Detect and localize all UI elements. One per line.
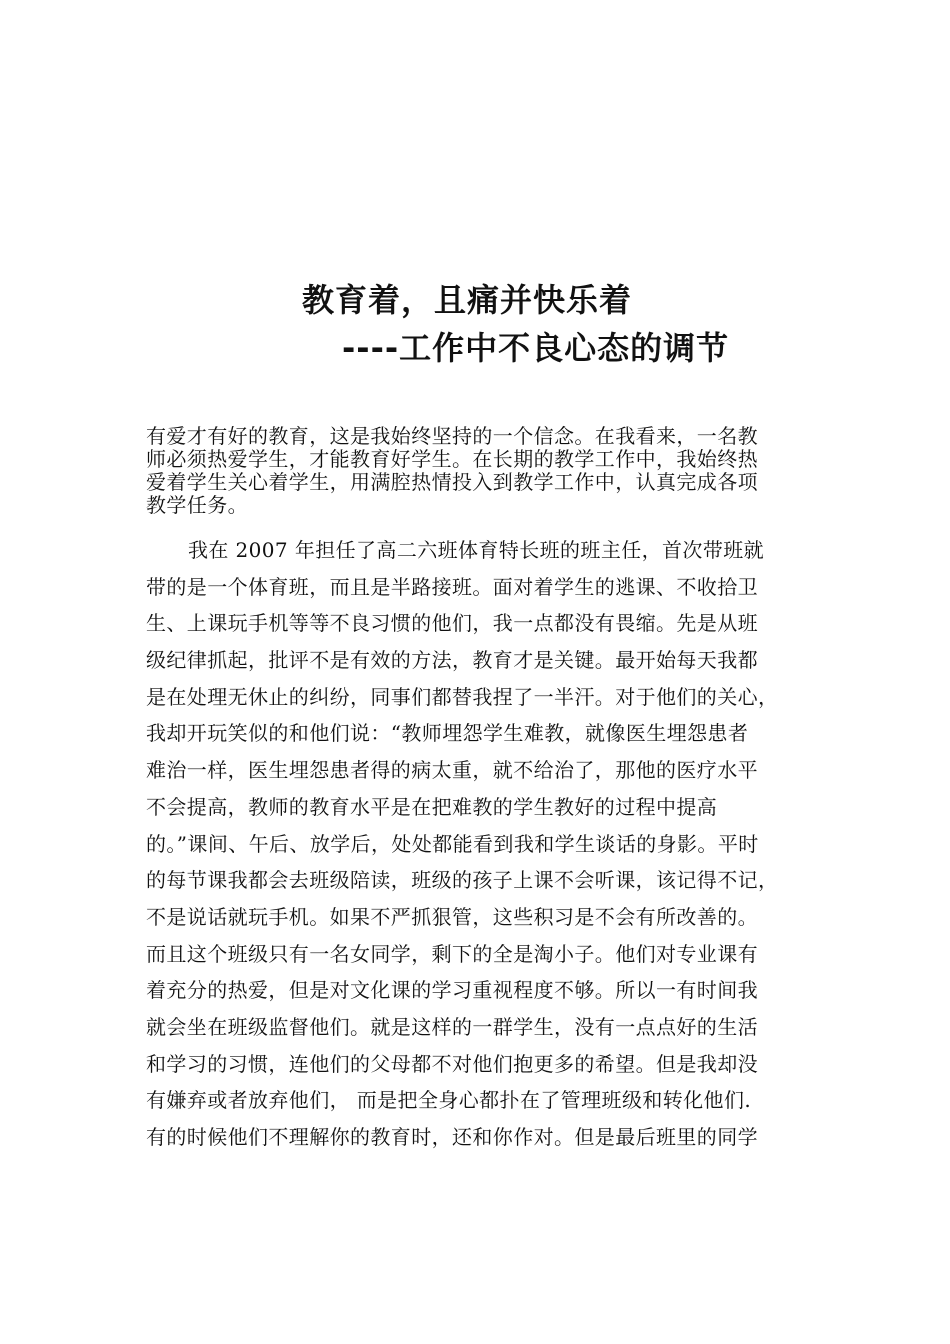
intro-paragraph: [146, 425, 818, 517]
intro-line: 爱着学生关心着学生，用满腔热情投入到教学工作中，认真完成各项: [146, 470, 758, 494]
body-line: 不会提高，教师的教育水平是在把难教的学生教好的过程中提高: [146, 794, 718, 819]
body-line: 就会坐在班级监督他们。就是这样的一群学生，没有一点点好的生活: [146, 1014, 758, 1039]
body-line: 的每节课我都会去班级陪读，班级的孩子上课不会听课，该记得不记，: [146, 868, 779, 893]
page-subtitle: ----工作中不良心态的调节: [342, 329, 730, 367]
body-line: 而且这个班级只有一名女同学，剩下的全是淘小子。他们对专业课有: [146, 941, 758, 966]
intro-line: 师必须热爱学生，才能教育好学生。在长期的教学工作中，我始终热: [146, 447, 758, 471]
page-title: 教育着，且痛并快乐着: [302, 281, 633, 319]
body-line: 不是说话就玩手机。如果不严抓狠管，这些积习是不会有所改善的。: [146, 904, 758, 929]
body-line: 有嫌弃或者放弃他们， 而是把全身心都扑在了管理班级和转化他们.: [146, 1088, 752, 1113]
body-line: 难治一样，医生埋怨患者得的病太重，就不给治了，那他的医疗水平: [146, 758, 758, 783]
body-line: 我却开玩笑似的和他们说：“教师埋怨学生难教，就像医生埋怨患者: [146, 721, 749, 746]
intro-line: 教学任务。: [146, 493, 248, 517]
body-line: 和学习的习惯，连他们的父母都不对他们抱更多的希望。但是我却没: [146, 1051, 758, 1076]
intro-line: 有爱才有好的教育，这是我始终坚持的一个信念。在我看来，一名教: [146, 424, 758, 448]
body-line: 级纪律抓起，批评不是有效的方法，教育才是关键。最开始每天我都: [146, 648, 758, 673]
body-line: 的。”课间、午后、放学后，处处都能看到我和学生谈话的身影。平时: [146, 831, 759, 856]
body-line: 我在 2007 年担任了高二六班体育特长班的班主任，首次带班就: [188, 538, 765, 562]
body-paragraph: [146, 532, 826, 1156]
body-line: 是在处理无休止的纠纷，同事们都替我捏了一半汗。对于他们的关心，: [146, 684, 779, 709]
body-line: 生、上课玩手机等等不良习惯的他们，我一点都没有畏缩。先是从班: [146, 611, 758, 636]
body-line: 着充分的热爱，但是对文化课的学习重视程度不够。所以一有时间我: [146, 978, 758, 1003]
body-line: 带的是一个体育班，而且是半路接班。面对着学生的逃课、不收拾卫: [146, 574, 758, 599]
body-line: 有的时候他们不理解你的教育时，还和你作对。但是最后班里的同学: [146, 1125, 758, 1149]
